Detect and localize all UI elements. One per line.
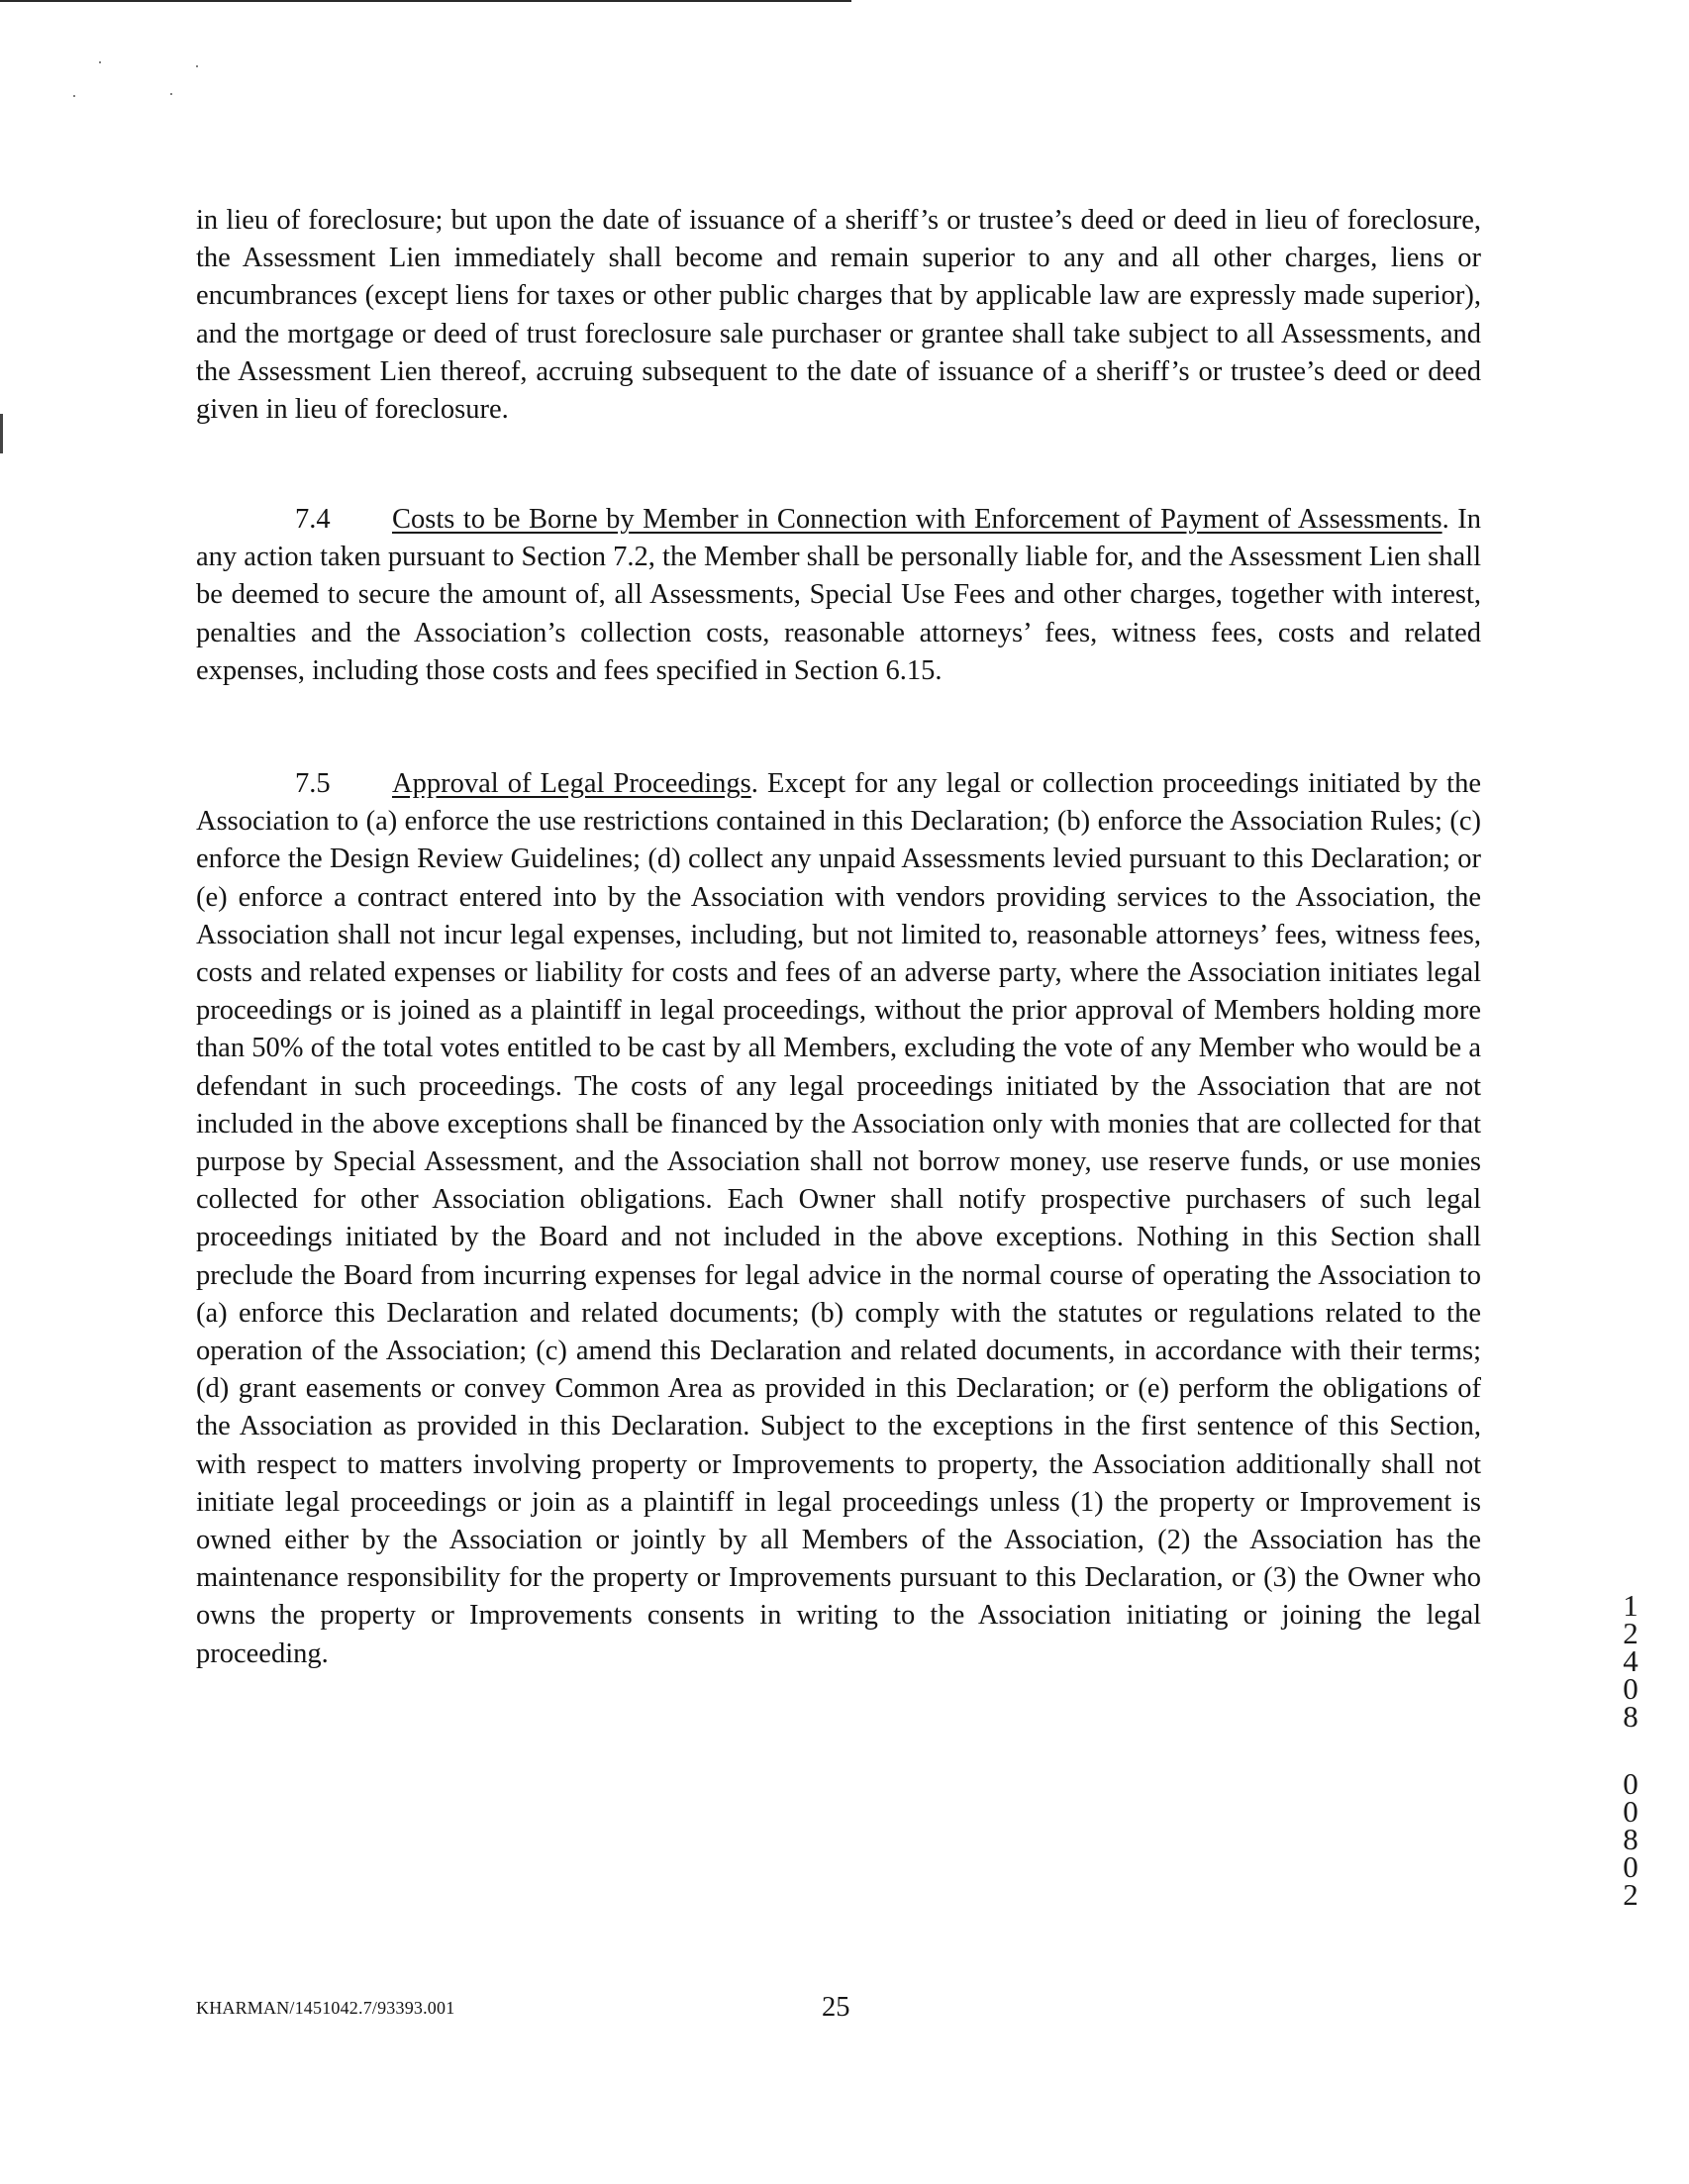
scan-edge-mark: [0, 414, 3, 453]
section-body: . Except for any legal or collection proceedings initiated by the Association to (a) enforce the use restrictions contained in this Declaration; (b) enforce the Association Rules; (c) enforce the Design Review Guidelines; (d) collect any unpaid Assessments levied pursuant to this Declaration; or (e) enforce a contract entered into by the Association with vendors providing services to the Association, the Association shall not incur legal expenses, including, but not limited to, reasonable attorneys’ fees, witness fees, costs and related expenses or liability for costs and fees of an adverse party, where the Association initiates legal proceedings or is joined as a plaintiff in legal proceedings, without the prior approval of Members holding more than 50% of the total votes entitled to be cast by all Members, excluding the vote of any Member who would be a defendant in such proceedings. The costs of any legal proceedings initiated by the Association that are not included in the above exceptions shall be financed by the Association only with monies that are collected for that purpose by Special Assessment, and the Association shall not borrow money, use reserve funds, or use monies collected for other Association obligations. Each Owner shall notify prospective purchasers of such legal proceedings initiated by the Board and not included in the above exceptions. Nothing in this Section shall preclude the Board from incurring expenses for legal advice in the normal course of operating the Association to (a) enforce this Declaration and related documents; (b) comply with the statutes or regulations related to the operation of the Association; (c) amend this Declaration and related documents, in accordance with their terms; (d) grant easements or convey Common Area as provided in this Declaration; or (e) perform the obligations of the Association as provided in this Declaration. Subject to the exceptions in the first sentence of this Section, with respect to matters involving property or Improvements to property, the Association additionally shall not initiate legal proceedings or join as a plaintiff in legal proceedings unless (1) the property or Improvement is owned either by the Association or jointly by all Members of the Association, (2) the Association has the maintenance responsibility for the property or Improvements pursuant to this Declaration, or (3) the Owner who owns the property or Improvements consents in writing to the Association initiating or joining the legal proceeding.: [196, 768, 1481, 1669]
section-number: 7.5: [295, 768, 331, 799]
footer-document-id: KHARMAN/1451042.7/93393.001: [196, 1998, 455, 2018]
section-heading: Costs to be Borne by Member in Connection with Enforcement of Payment of Assessments: [392, 504, 1442, 535]
recording-number-stamp: [1616, 1588, 1645, 1912]
paragraph-foreclosure-continuation: [196, 202, 1481, 429]
stamp-digit: 8: [1623, 1699, 1639, 1734]
stamp-gap: [1616, 1731, 1645, 1770]
stamp-digit: 0: [1623, 1671, 1639, 1706]
section-number: 7.4: [295, 504, 331, 535]
top-edge-rule: [0, 0, 851, 2]
section-body: . In any action taken pursuant to Section 7.2, the Member shall be personally liable for, and the Assessment Lien shall be deemed to secure the amount of, all Assessments, Special Use Fees and other charges, together with interest, penalties and the Association’s collection costs, reasonable attorneys’ fees, witness fees, costs and related expenses, including those costs and fees specified in Section 6.15.: [196, 504, 1481, 686]
scan-speck: [73, 95, 75, 97]
stamp-digit: 8: [1623, 1822, 1639, 1856]
stamp-digit: 0: [1623, 1849, 1639, 1884]
scan-speck: [196, 65, 198, 67]
stamp-digit: 4: [1623, 1643, 1639, 1678]
stamp-digit: 1: [1623, 1588, 1639, 1623]
stamp-digit: 0: [1623, 1766, 1639, 1801]
stamp-digit: 2: [1623, 1616, 1639, 1650]
scan-speck: [170, 93, 172, 95]
paragraph-text: in lieu of foreclosure; but upon the date of issuance of a sheriff’s or trustee’s deed or deed in lieu of foreclosure, the Assessment Lien immediately shall become and remain superior to any and all other charges, liens or encumbrances (except liens for taxes or other public charges that by applicable law are expressly made superior), and the mortgage or deed of trust foreclosure sale purchaser or grantee shall take subject to all Assessments, and the Assessment Lien thereof, accruing subsequent to the date of issuance of a sheriff’s or trustee’s deed or deed given in lieu of foreclosure.: [196, 205, 1481, 426]
stamp-digit: 2: [1623, 1877, 1639, 1912]
scan-speck: [99, 61, 101, 63]
section-7-4: [196, 501, 1481, 690]
stamp-digit: 0: [1623, 1794, 1639, 1829]
section-7-5: [196, 765, 1481, 1673]
section-heading: Approval of Legal Proceedings: [392, 768, 751, 799]
footer-page-number: 25: [822, 1992, 850, 2023]
